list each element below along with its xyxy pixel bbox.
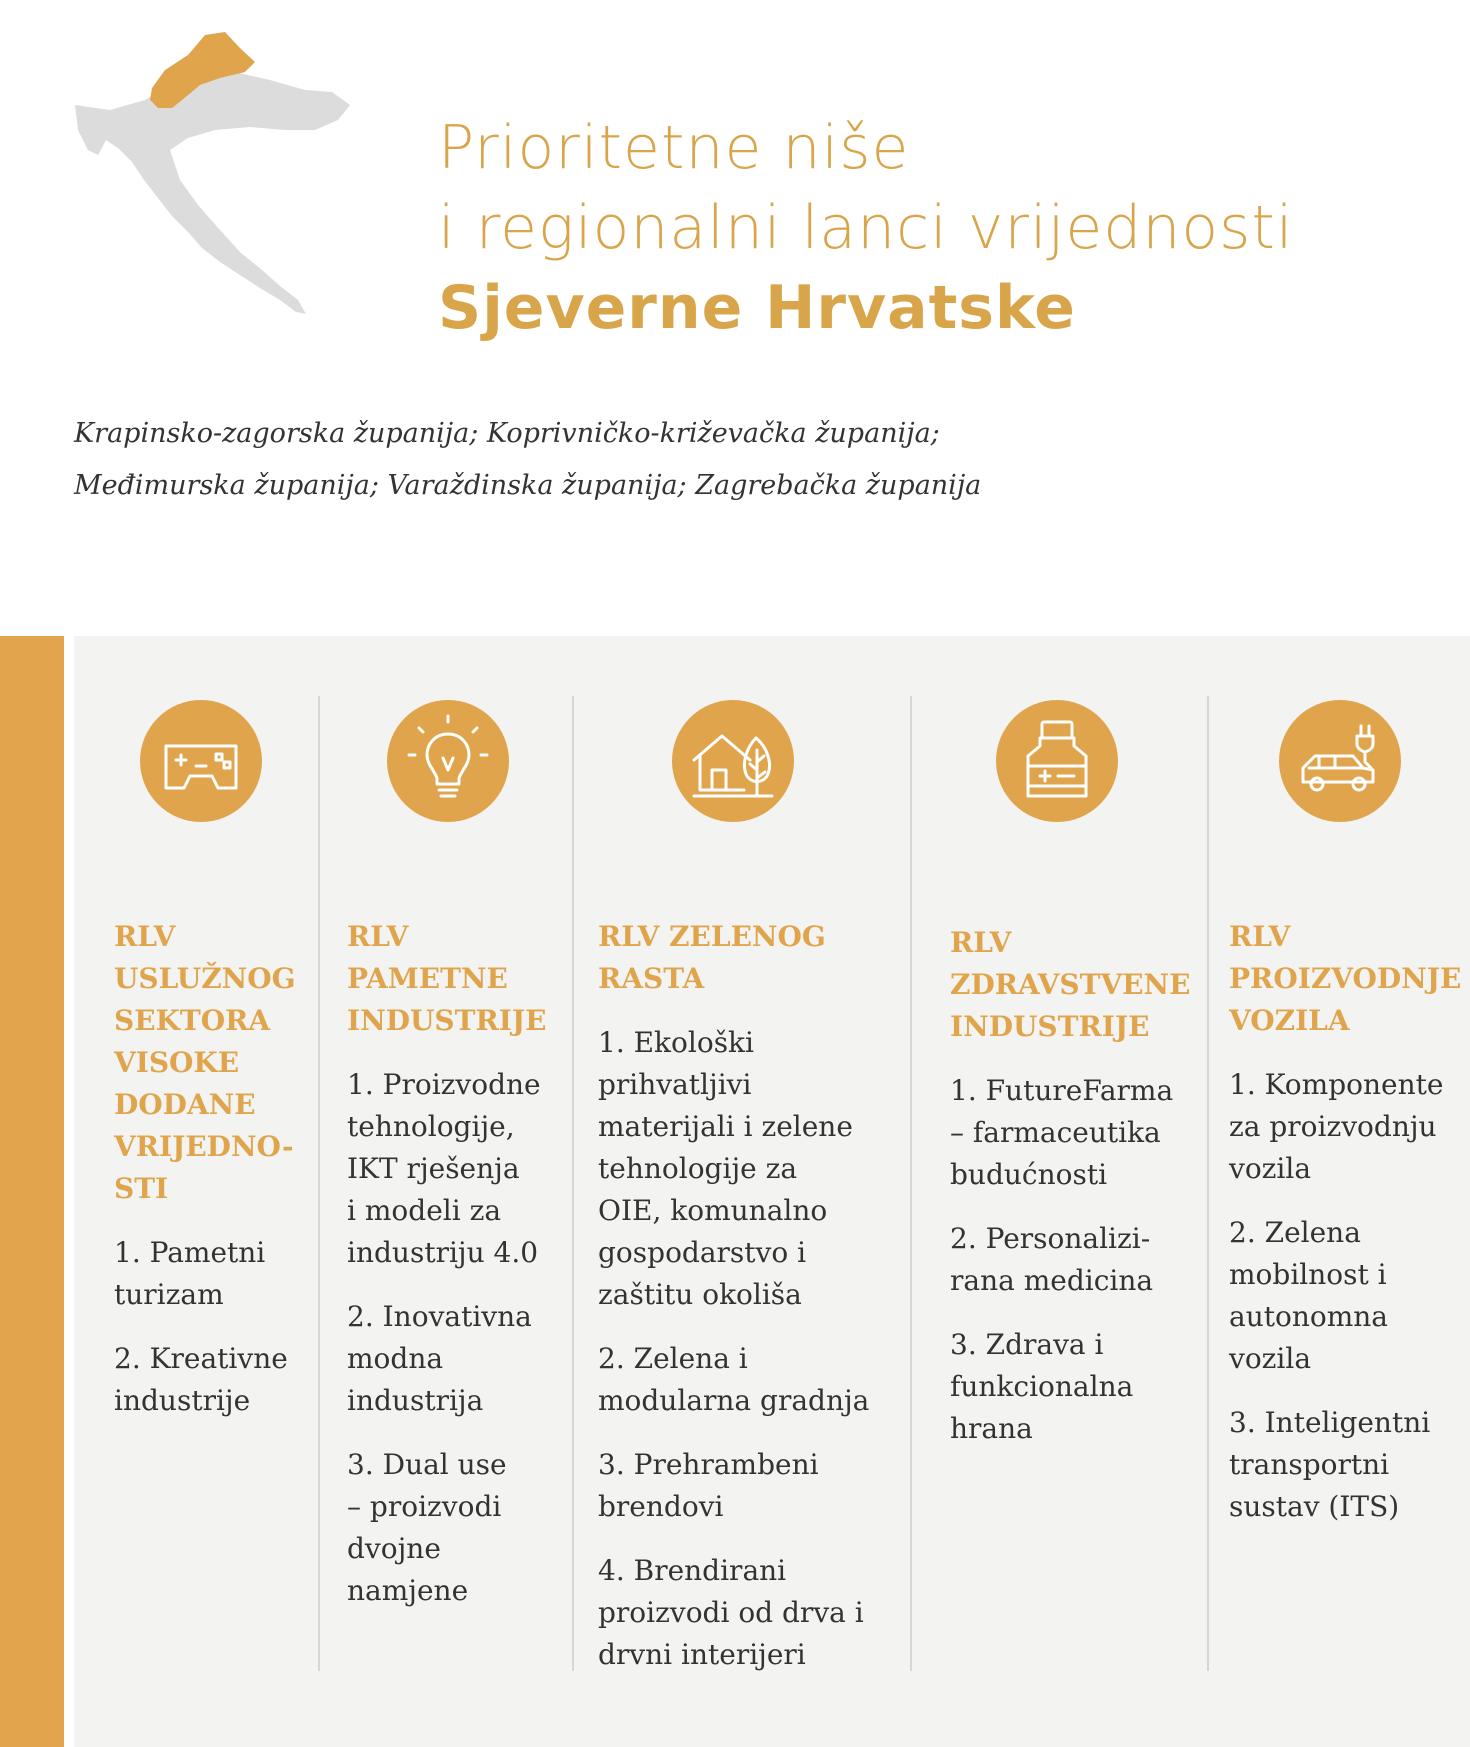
list-item: 1. Pametni turizam <box>114 1236 266 1311</box>
electric-car-icon <box>1279 700 1401 822</box>
map-croatia-outline <box>75 72 350 314</box>
column-heading: RLV ZELENOG RASTA <box>598 920 826 995</box>
page-title <box>438 108 1294 348</box>
list-item: 3. Zdrava i funkcionalna hrana <box>950 1328 1134 1445</box>
list-item: 1. Proizvodne tehnologije, IKT rješenja i modeli za industriju 4.0 <box>347 1068 541 1269</box>
list-item: 1. Ekološki prihvatljivi materijali i zelene tehnologije za OIE, komunalno gospodarstvo i zaštitu okoliša <box>598 1026 853 1311</box>
title-line-1: Prioritetne niše <box>438 113 910 183</box>
value-chain-column-1 <box>114 916 314 1422</box>
title-line-3: Sjeverne Hrvatske <box>438 273 1076 343</box>
list-item: 3. Dual use – proizvodi dvojne namjene <box>347 1448 507 1607</box>
list-item: 1. FutureFarma – farmaceutika budućnosti <box>950 1074 1174 1191</box>
list-item: 1. Komponente za proizvodnju vozila <box>1229 1068 1444 1185</box>
list-item: 2. Zelena mobilnost i autonomna vozila <box>1229 1216 1389 1375</box>
gamepad-icon <box>140 700 262 822</box>
title-line-2: i regionalni lanci vrijednosti <box>438 193 1294 263</box>
column-heading: RLV PROIZVODNJE VOZILA <box>1229 920 1462 1037</box>
accent-bar <box>0 636 64 1747</box>
house-leaf-icon <box>672 700 794 822</box>
column-divider <box>1207 696 1209 1671</box>
list-item: 2. Personalizi- rana medicina <box>950 1222 1154 1297</box>
list-item: 3. Inteligentni transportni sustav (ITS) <box>1229 1406 1431 1523</box>
county-list-line-1: Krapinsko-zagorska županija; Koprivničko-križevačka županija; <box>74 418 940 449</box>
column-heading: RLV ZDRAVSTVENE INDUSTRIJE <box>950 926 1191 1043</box>
list-item: 3. Prehrambeni brendovi <box>598 1448 819 1523</box>
column-heading: RLV USLUŽNOG SEKTORA VISOKE DODANE VRIJEDNO- STI <box>114 920 296 1205</box>
lightbulb-icon <box>387 700 509 822</box>
column-divider <box>572 696 574 1671</box>
list-item: 2. Kreativne industrije <box>114 1342 288 1417</box>
column-heading: RLV PAMETNE INDUSTRIJE <box>347 920 547 1037</box>
value-chain-column-4 <box>950 922 1200 1450</box>
value-chain-column-3 <box>598 916 903 1676</box>
county-list <box>74 408 981 512</box>
list-item: 2. Zelena i modularna gradnja <box>598 1342 870 1417</box>
croatia-map <box>70 30 380 340</box>
county-list-line-2: Međimurska županija; Varaždinska županija; Zagrebačka županija <box>74 470 982 501</box>
list-item: 4. Brendirani proizvodi od drva i drvni interijeri <box>598 1554 864 1671</box>
column-divider <box>910 696 912 1671</box>
medicine-bottle-icon <box>996 700 1118 822</box>
value-chain-column-2 <box>347 916 569 1612</box>
list-item: 2. Inovativna modna industrija <box>347 1300 532 1417</box>
value-chain-column-5 <box>1229 916 1467 1528</box>
column-divider <box>318 696 320 1671</box>
